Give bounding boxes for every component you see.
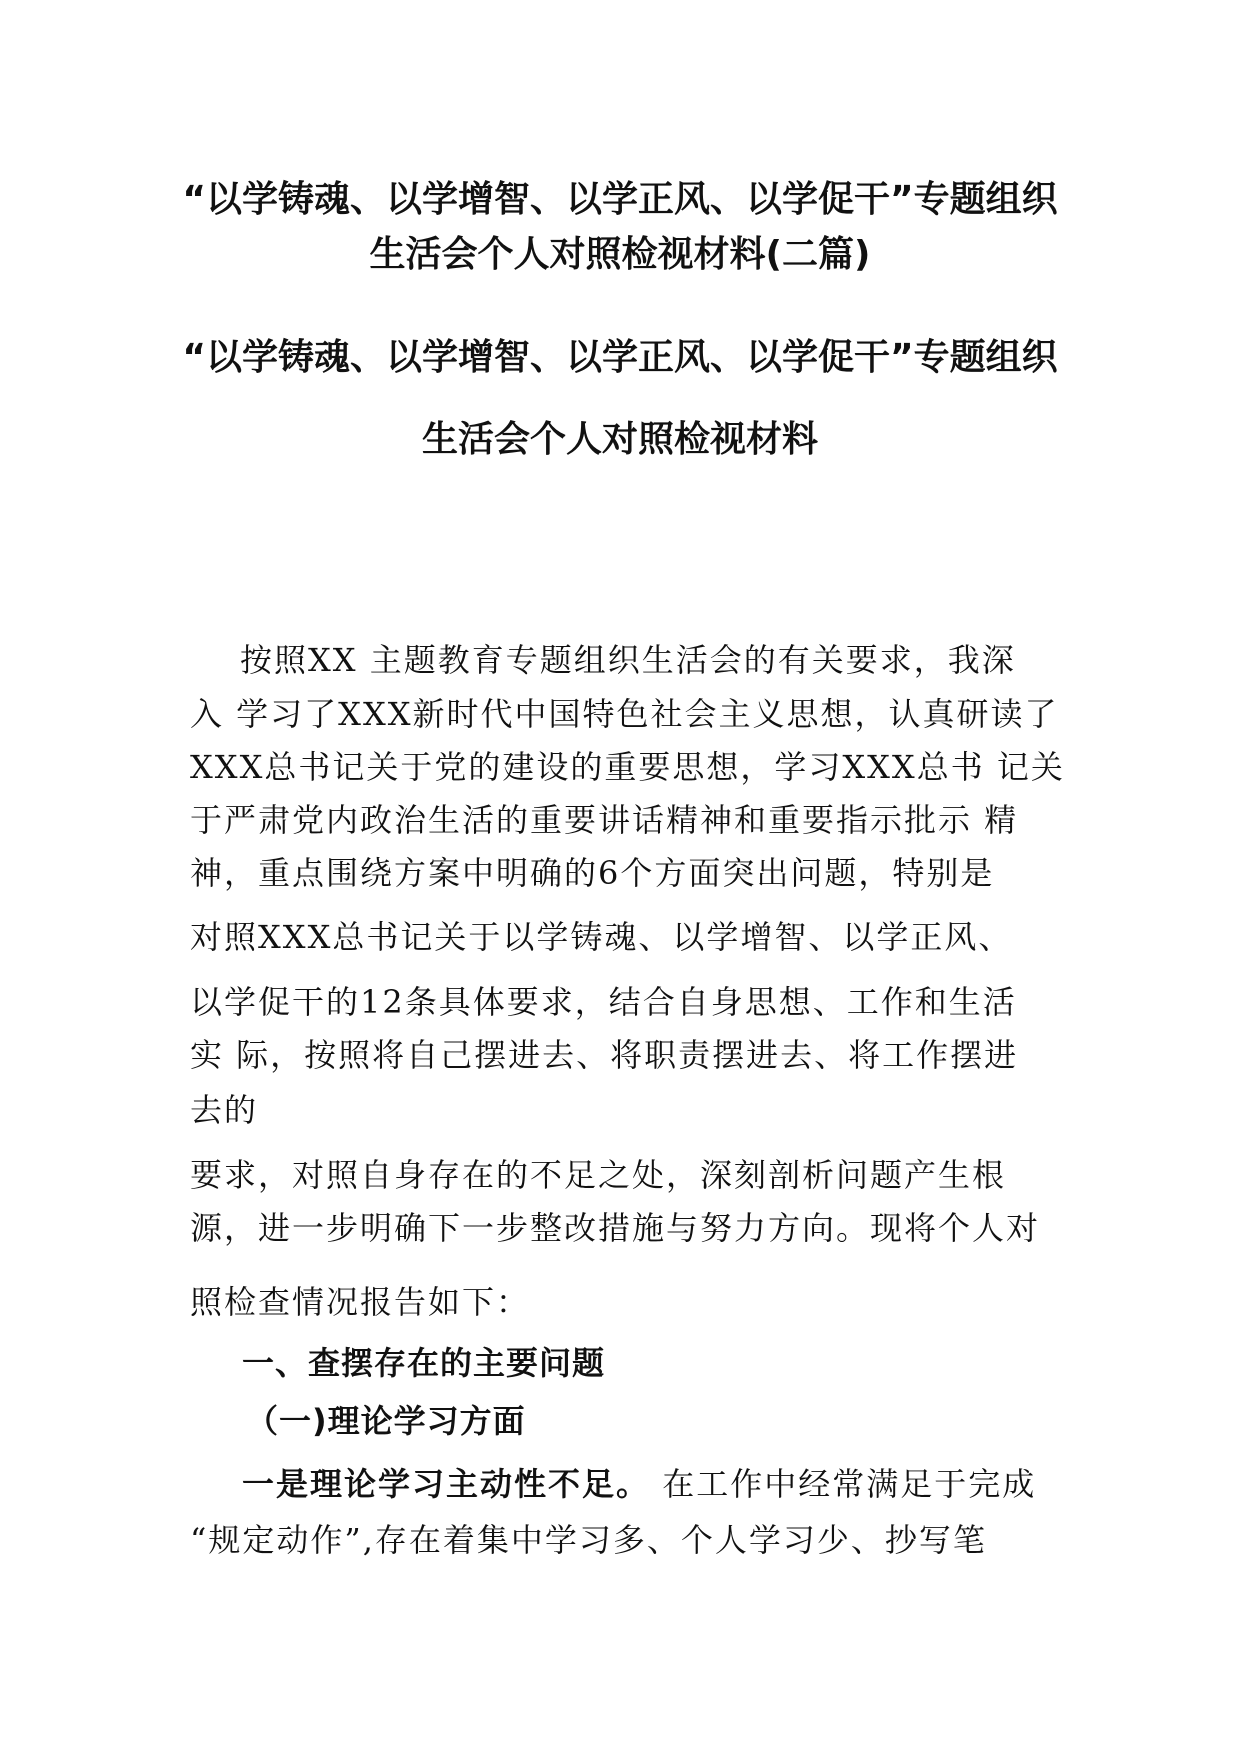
main-title-line1: “以学铸魂、以学增智、以学正风、以学促干”专题组织 xyxy=(182,179,1058,220)
paragraph-first-line xyxy=(242,1464,1036,1504)
body-line: 照检查情况报告如下： xyxy=(190,1283,531,1321)
body-line: 按照XX 主题教育专题组织生活会的有关要求，我深 xyxy=(240,641,1016,679)
body-line: 源，进一步明确下一步整改措施与努力方向。现将个人对 xyxy=(190,1209,1041,1247)
paragraph-second-line: “规定动作”,存在着集中学习多、个人学习少、抄写笔 xyxy=(190,1521,987,1559)
body-line: 神，重点围绕方案中明确的6个方面突出问题，特别是 xyxy=(190,854,995,892)
sub-title-line2: 生活会个人对照检视材料 xyxy=(421,419,818,460)
body-line: 实 际，按照将自己摆进去、将职责摆进去、将工作摆进 xyxy=(190,1036,1019,1074)
body-line: 入 学习了XXX新时代中国特色社会主义思想，认真研读了 xyxy=(190,695,1059,733)
body-line: XXX总书记关于党的建设的重要思想，学习XXX总书 记关 xyxy=(190,748,1065,786)
body-line: 以学促干的12条具体要求，结合自身思想、工作和生活 xyxy=(190,983,1017,1021)
paragraph-lead: 一是理论学习主动性不足。 xyxy=(242,1465,651,1503)
body-line: 对照XXX总书记关于以学铸魂、以学增智、以学正风、 xyxy=(190,918,1013,956)
paragraph-lead-rest: 在工作中经常满足于完成 xyxy=(650,1465,1037,1503)
body-line: 要求，对照自身存在的不足之处，深刻剖析问题产生根 xyxy=(190,1156,1007,1194)
subsection-heading: （一)理论学习方面 xyxy=(246,1402,526,1440)
body-line: 去的 xyxy=(190,1091,259,1129)
sub-title-line1: “以学铸魂、以学增智、以学正风、以学促干”专题组织 xyxy=(182,337,1058,378)
body-line: 于严肃党内政治生活的重要讲话精神和重要指示批示 精 xyxy=(190,801,1019,839)
main-title-line2: 生活会个人对照检视材料(二篇) xyxy=(369,234,871,275)
section-heading: 一、查摆存在的主要问题 xyxy=(242,1344,606,1382)
